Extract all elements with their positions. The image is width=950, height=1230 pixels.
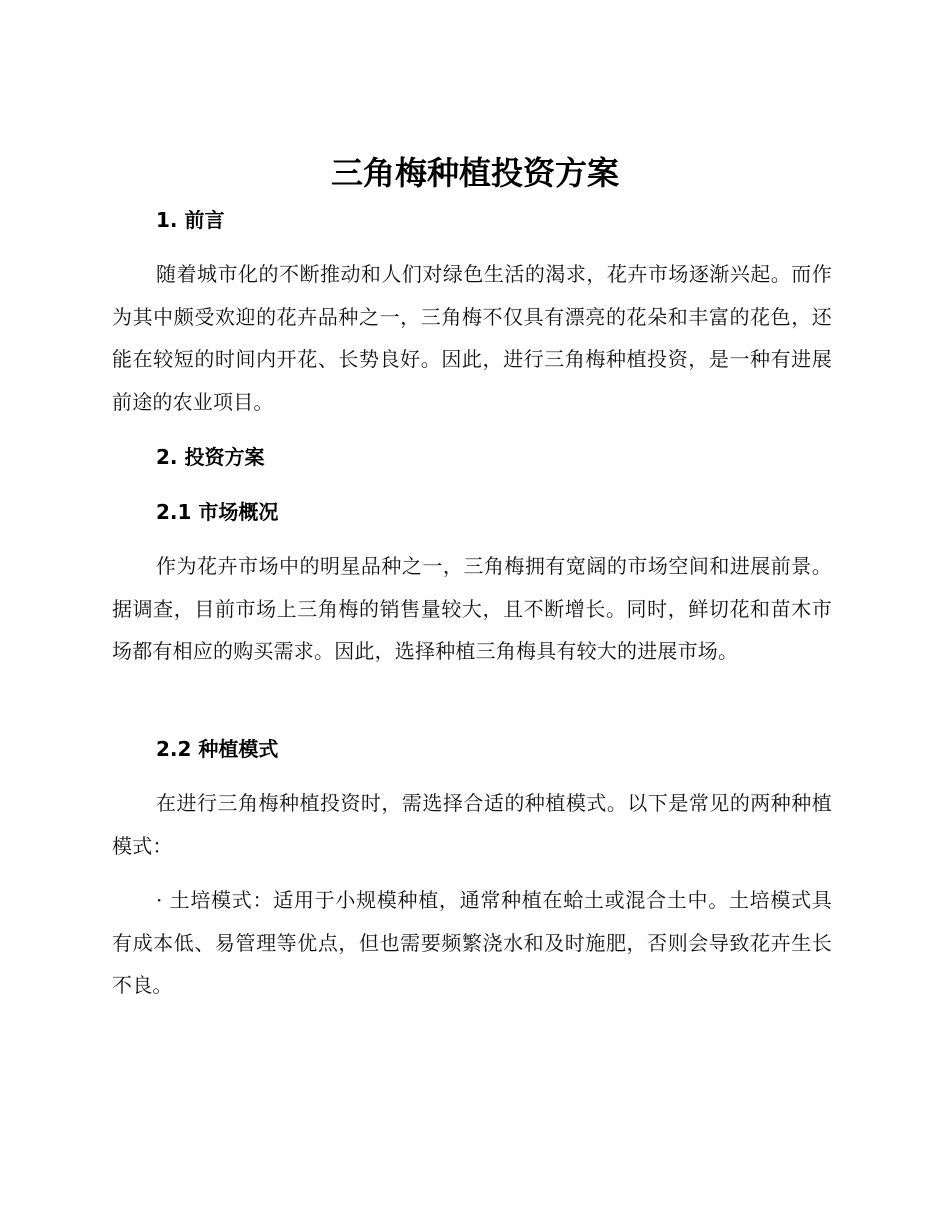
paragraph-market-overview: 作为花卉市场中的明星品种之一，三角梅拥有宽阔的市场空间和进展前景。据调查，目前市场上三角梅的销售量较大，且不断增长。同时，鲜切花和苗木市场都有相应的购买需求。因此，选择种植三角梅具有较大的进展市场。 — [112, 554, 832, 663]
section-heading-planting-mode: 2.2 种植模式 — [156, 737, 279, 761]
document-title: 三角梅种植投资方案 — [330, 154, 619, 192]
section-heading-investment-plan: 2. 投资方案 — [156, 445, 265, 469]
bullet-soil-mode: · 土培模式：适用于小规模种植，通常种植在蛤土或混合土中。土培模式具有成本低、易管理等优点，但也需要频繁浇水和及时施肥，否则会导致花卉生长不良。 — [112, 888, 832, 997]
paragraph-preface: 随着城市化的不断推动和人们对绿色生活的渴求，花卉市场逐渐兴起。而作为其中颇受欢迎的花卉品种之一，三角梅不仅具有漂亮的花朵和丰富的花色，还能在较短的时间内开花、长势良好。因此，进行三角梅种植投资，是一种有进展前途的农业项目。 — [112, 262, 832, 414]
section-heading-market-overview: 2.1 市场概况 — [156, 500, 279, 524]
paragraph-planting-mode: 在进行三角梅种植投资时，需选择合适的种植模式。以下是常见的两种种植模式： — [112, 791, 832, 858]
section-heading-preface: 1. 前言 — [156, 208, 225, 232]
